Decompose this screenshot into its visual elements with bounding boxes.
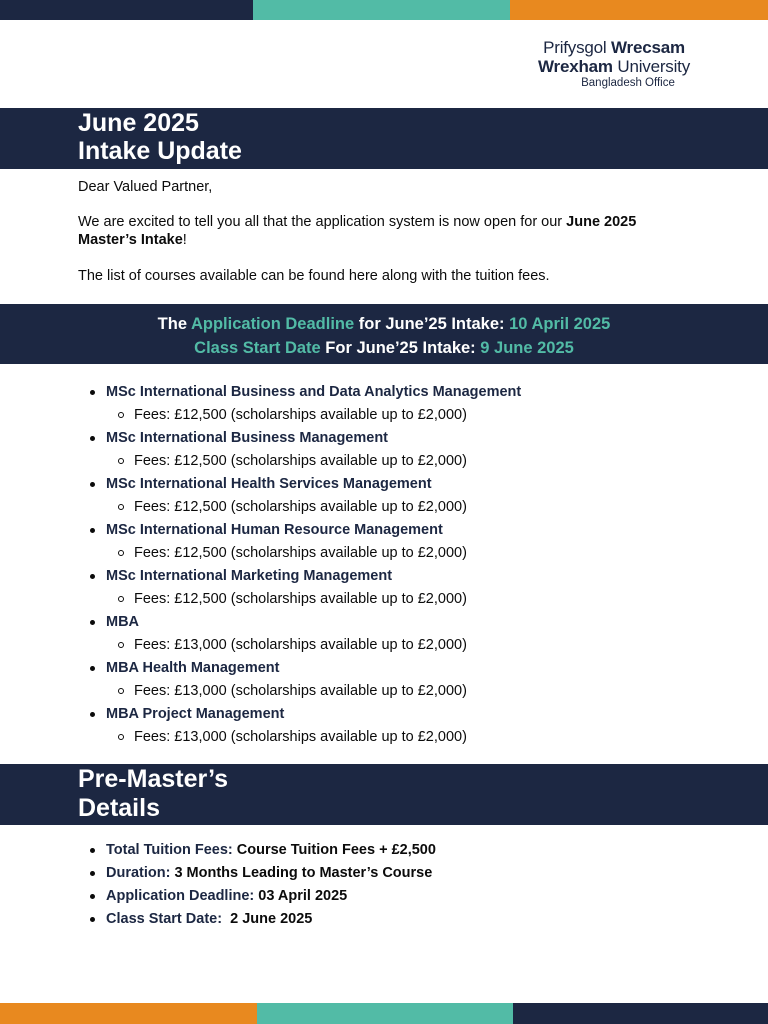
course-fee: Fees: £13,000 (scholarships available up to £2,000) bbox=[134, 634, 467, 656]
list-item bbox=[0, 473, 768, 519]
courses-intro: The list of courses available can be found here along with the tuition fees. bbox=[78, 268, 550, 284]
premasters-details-list bbox=[0, 839, 768, 931]
list-item: Class Start Date: 2 June 2025 bbox=[0, 908, 768, 931]
course-fee: Fees: £12,500 (scholarships available up to £2,000) bbox=[134, 404, 467, 426]
list-item: Total Tuition Fees: Course Tuition Fees + £2,500 bbox=[0, 839, 768, 862]
course-fee: Fees: £12,500 (scholarships available up to £2,000) bbox=[134, 542, 467, 564]
course-list bbox=[0, 381, 768, 749]
bottom-color-bar bbox=[0, 1003, 768, 1024]
page-title-line1: June 2025 bbox=[78, 109, 199, 137]
course-name: MBA Health Management bbox=[106, 657, 279, 679]
class-start-line: Class Start Date For June’25 Intake: 9 June 2025 bbox=[194, 339, 574, 357]
page-title-line2: Intake Update bbox=[78, 137, 242, 165]
course-fee: Fees: £13,000 (scholarships available up to £2,000) bbox=[134, 726, 467, 748]
list-item bbox=[0, 611, 768, 657]
list-item: Application Deadline: 03 April 2025 bbox=[0, 885, 768, 908]
list-item bbox=[0, 565, 768, 611]
course-fee: Fees: £12,500 (scholarships available up to £2,000) bbox=[134, 496, 467, 518]
course-fee: Fees: £12,500 (scholarships available up to £2,000) bbox=[134, 450, 467, 472]
section-title-line1: Pre-Master’s bbox=[78, 765, 229, 793]
course-name: MSc International Human Resource Management bbox=[106, 519, 443, 541]
deadline-banner bbox=[0, 304, 768, 364]
list-item bbox=[0, 519, 768, 565]
course-name: MSc International Business and Data Analytics Management bbox=[106, 381, 521, 403]
list-item bbox=[0, 381, 768, 427]
course-name: MBA Project Management bbox=[106, 703, 284, 725]
course-fee: Fees: £12,500 (scholarships available up to £2,000) bbox=[134, 588, 467, 610]
university-logo: Prifysgol Wrecsam Wrexham University Bangladesh Office bbox=[538, 38, 690, 89]
course-name: MSc International Health Services Management bbox=[106, 473, 432, 495]
greeting: Dear Valued Partner, bbox=[78, 179, 213, 195]
course-name: MSc International Business Management bbox=[106, 427, 388, 449]
application-deadline-line: The Application Deadline for June’25 Intake: 10 April 2025 bbox=[157, 315, 611, 333]
list-item: Duration: 3 Months Leading to Master’s Course bbox=[0, 862, 768, 885]
list-item bbox=[0, 657, 768, 703]
top-color-bar bbox=[0, 0, 768, 20]
section-title-line2: Details bbox=[78, 794, 160, 822]
course-name: MBA bbox=[106, 611, 139, 633]
intake-title-banner bbox=[0, 108, 768, 169]
intro-paragraph: We are excited to tell you all that the application system is now open for our June 2025 Master’s Intake! bbox=[78, 214, 637, 248]
premasters-banner bbox=[0, 764, 768, 825]
course-fee: Fees: £13,000 (scholarships available up to £2,000) bbox=[134, 680, 467, 702]
course-name: MSc International Marketing Management bbox=[106, 565, 392, 587]
list-item bbox=[0, 427, 768, 473]
list-item bbox=[0, 703, 768, 749]
